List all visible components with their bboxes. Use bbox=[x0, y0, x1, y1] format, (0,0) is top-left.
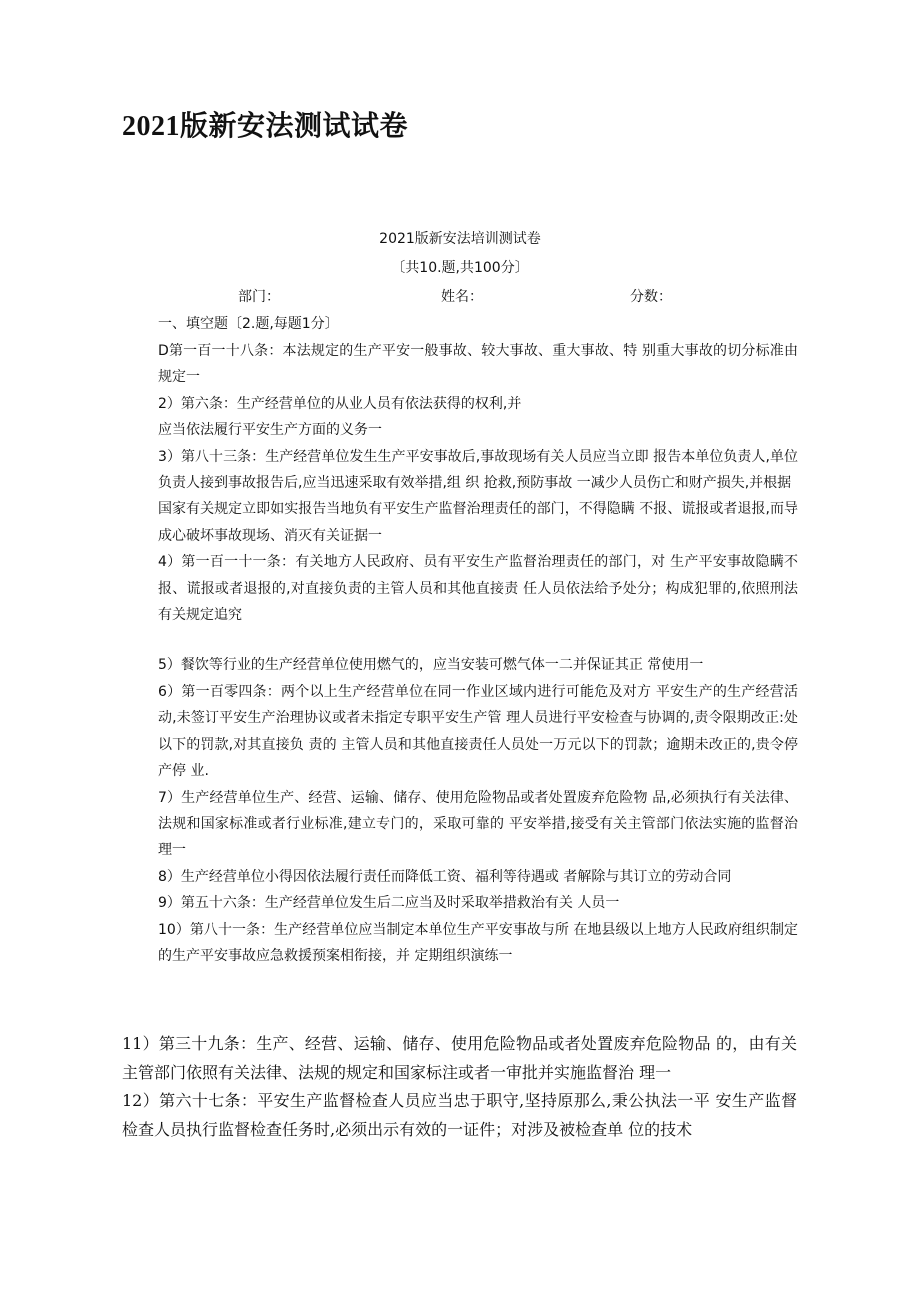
question-item: 5）餐饮等行业的生产经营单位使用燃气的，应当安装可燃气体一二并保证其正 常使用一 bbox=[158, 657, 704, 674]
score-field-label: 分数： bbox=[630, 289, 672, 305]
section-heading: 一、填空题〔2.题,每题1分〕 bbox=[158, 316, 339, 332]
question-item: 10）第八十一条：生产经营单位应当制定本单位生产平安事故与所 在地县级以上地方人民政府组织制定的生产平安事故应急救援预案相衔接，并 定期组织演练一 bbox=[158, 921, 798, 964]
question-item: 12）第六十七条：平安生产监督检查人员应当忠于职守,坚持原那么,秉公执法一平 安生产监督检查人员执行监督检查任务时,必须出示有效的一证件；对涉及被检查单 位的技术 bbox=[122, 1091, 797, 1139]
exam-title: 2021版新安法培训测试卷 bbox=[379, 231, 541, 247]
exam-info-fields bbox=[0, 286, 920, 306]
document-title: 2021版新安法测试试卷 bbox=[122, 111, 409, 142]
question-item: 3）第八十三条：生产经营单位发生生产平安事故后,事故现场有关人员应当立即 报告本单位负责人,单位负责人接到事故报告后,应当迅速采取有效举措,组 织 抢救,预防事故 一减少人员伤亡和财产损失,并根据 bbox=[158, 448, 798, 492]
question-item: 2）第六条：生产经营单位的从业人员有依法获得的权利,并 bbox=[158, 395, 522, 412]
exam-subtitle: 〔共10.题,共100分〕 bbox=[391, 260, 529, 276]
question-item: 7）生产经营单位生产、经营、运输、储存、使用危险物品或者处置废弃危险物 品,必须执行有关法律、法规和国家标准或者行业标准,建立专门的，采取可靠的 平安举措,接受有关主管部门依法实施的监督治理一 bbox=[158, 789, 798, 859]
name-field-label: 姓名： bbox=[441, 289, 483, 305]
question-item: 6）第一百零四条：两个以上生产经营单位在同一作业区域内进行可能危及对方 平安生产的生产经营活动,未签订平安生产治理协议或者未指定专职平安生产管 理人员进行平安检查与协调的,责令限期改正:处 以下的罚款,对其直接负 责的 主管人员和其他直接责任人员处一万元以下的罚款；逾期未改正的,贵令停产停 业. bbox=[158, 683, 798, 780]
question-item: 国家有关规定立即如实报告当地负有平安生产监督治理责任的部门，不得隐瞒 不报、谎报或者退报,而导成心破坏事故现场、消灭有关证据一 bbox=[158, 501, 798, 544]
question-list-continued bbox=[122, 1030, 797, 1144]
question-item: 11）第三十九条：生产、经营、运输、储存、使用危险物品或者处置废弃危险物品 的，由有关主管部门依照有关法律、法规的规定和国家标注或者一审批并实施监督治 理一 bbox=[122, 1034, 797, 1082]
department-field-label: 部门： bbox=[238, 289, 280, 305]
question-item: 4）第一百一十一条：有关地方人民政府、员有平安生产监督治理责任的部门，对 生产平安事故隐瞒不报、谎报或者退报的,对直接负责的主管人员和其他直接责 任人员依法给予处分；构成犯罪的,依照刑法有关规定追究 bbox=[158, 554, 798, 624]
question-item: 应当依法履行平安生产方面的义务一 bbox=[158, 422, 382, 439]
question-item: 8）生产经营单位小得因依法履行责任而降低工资、福利等待遇或 者解除与其订立的劳动合同 bbox=[158, 868, 732, 885]
question-item: D第一百一十八条：本法规定的生产平安一般事故、较大事故、重大事故、特 别重大事故的切分标准由规定一 bbox=[158, 343, 798, 386]
paragraph-gap bbox=[158, 628, 798, 652]
question-item: 9）第五十六条：生产经营单位发生后二应当及时采取举措救治有关 人员一 bbox=[158, 895, 620, 912]
question-list bbox=[158, 338, 798, 969]
